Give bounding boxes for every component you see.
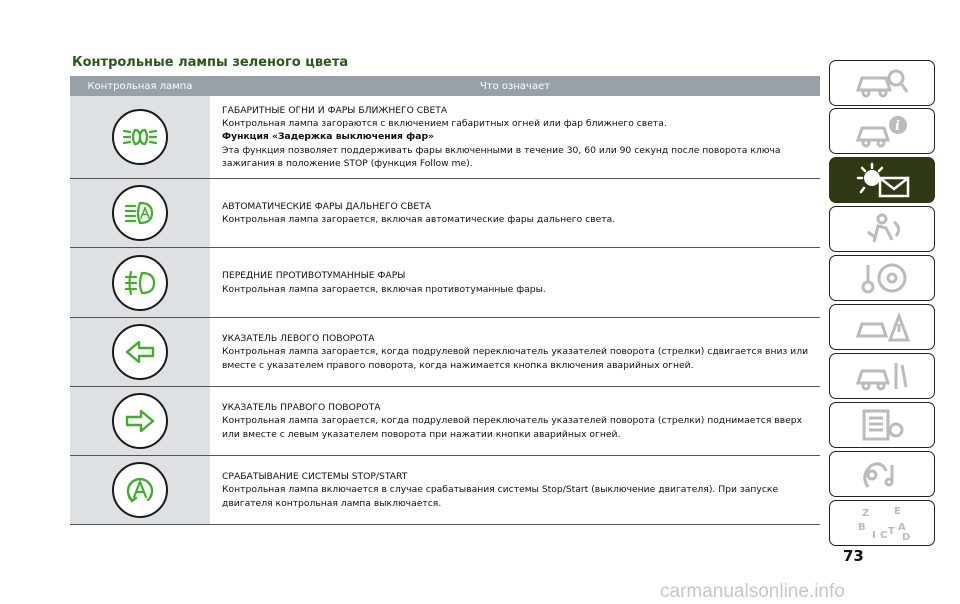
row-text: Контрольная лампа включается в случае срабатывания системы Stop/Start (выключение двигателя). При запуске двигателя контрольная лампа выключается. xyxy=(222,484,779,509)
col-header-meaning: Что означает xyxy=(479,80,551,92)
nav-tab-car-crash[interactable] xyxy=(829,304,935,350)
svg-text:E: E xyxy=(894,506,901,517)
row-text-2: Эта функция позволяет поддерживать фары включенными в течение 30, 60 или 90 секунд после поворота ключа зажигания в положение STOP (функция Follow me). xyxy=(222,144,781,169)
row-heading: АВТОМАТИЧЕСКИЕ ФАРЫ ДАЛЬНЕГО СВЕТА xyxy=(222,200,432,212)
row-text: Контрольная лампа загорается, когда подрулевой переключатель указателей поворота (стрелки) поднимается вверх или вместе с левым указателем поворота при нажатии кнопки аварийных огней. xyxy=(222,415,803,440)
row-heading: УКАЗАТЕЛЬ ПРАВОГО ПОВОРОТА xyxy=(222,402,381,414)
multimedia-icon xyxy=(852,457,912,491)
svg-text:I: I xyxy=(872,530,876,541)
table-row xyxy=(70,96,820,179)
row-text: Контрольная лампа загорается, включая противотуманные фары. xyxy=(222,283,546,295)
nav-tab-specifications[interactable] xyxy=(829,402,935,448)
row-text: Контрольная лампа загорается, когда подрулевой переключатель указателей поворота (стрелки) сдвигается вниз или вместе с указателем правого поворота, когда нажимается кнопка включения аварийных огней. xyxy=(222,346,809,371)
index-letters-icon xyxy=(852,504,912,542)
car-info-icon xyxy=(852,114,912,148)
row-text: Контрольная лампа загораются с включением габаритных огней или фар ближнего света. xyxy=(222,118,667,130)
svg-text:B: B xyxy=(858,522,866,533)
table-header xyxy=(70,76,820,96)
car-tools-icon xyxy=(852,359,912,393)
row-heading: УКАЗАТЕЛЬ ЛЕВОГО ПОВОРОТА xyxy=(222,333,375,345)
page-number: 73 xyxy=(843,547,864,565)
row-text: Контрольная лампа загорается, включая автоматические фары дальнего света. xyxy=(222,214,616,225)
svg-text:T: T xyxy=(888,526,895,537)
row-heading: ГАБАРИТНЫЕ ОГНИ И ФАРЫ БЛИЖНЕГО СВЕТА xyxy=(222,104,448,116)
left-turn-icon xyxy=(112,324,168,380)
svg-text:C: C xyxy=(880,530,888,541)
nav-tab-car-tools[interactable] xyxy=(829,353,935,399)
nav-tab-warning-lights[interactable] xyxy=(829,157,935,203)
svg-text:D: D xyxy=(902,532,911,542)
nav-tab-index[interactable] xyxy=(829,500,935,546)
warning-light-message-icon xyxy=(850,162,914,198)
row-heading: ПЕРЕДНИЕ ПРОТИВОТУМАННЫЕ ФАРЫ xyxy=(222,270,406,282)
svg-text:Z: Z xyxy=(862,508,870,519)
nav-tab-multimedia[interactable] xyxy=(829,451,935,497)
low-beam-icon xyxy=(112,109,168,165)
table-row xyxy=(70,318,820,387)
seat-airbag-icon xyxy=(852,212,912,246)
table-row xyxy=(70,387,820,456)
col-header-lamp: Контрольная лампа xyxy=(87,80,193,92)
spec-gear-icon xyxy=(852,408,912,442)
warning-lights-table xyxy=(70,76,820,525)
nav-tab-car-search[interactable] xyxy=(829,60,935,106)
car-search-icon xyxy=(852,66,912,100)
nav-tab-seat-airbag[interactable] xyxy=(829,206,935,252)
table-row xyxy=(70,456,820,525)
auto-high-beam-icon xyxy=(112,185,168,241)
svg-text:A: A xyxy=(898,522,906,533)
nav-tab-key-steering[interactable] xyxy=(829,255,935,301)
row-subheading: Функция «Задержка выключения фар» xyxy=(222,131,434,143)
watermark: carmanualsonline.info xyxy=(660,581,845,602)
nav-tab-car-info[interactable] xyxy=(829,108,935,154)
car-crash-icon xyxy=(852,310,912,344)
stop-start-icon xyxy=(112,462,168,518)
table-row xyxy=(70,248,820,318)
row-heading: СРАБАТЫВАНИЕ СИСТЕМЫ STOP/START xyxy=(222,471,408,483)
key-steering-icon xyxy=(852,261,912,295)
table-row xyxy=(70,179,820,248)
svg-text:i: i xyxy=(895,119,900,134)
right-turn-icon xyxy=(112,393,168,449)
front-fog-icon xyxy=(112,255,168,311)
section-title: Контрольные лампы зеленого цвета xyxy=(72,55,349,70)
